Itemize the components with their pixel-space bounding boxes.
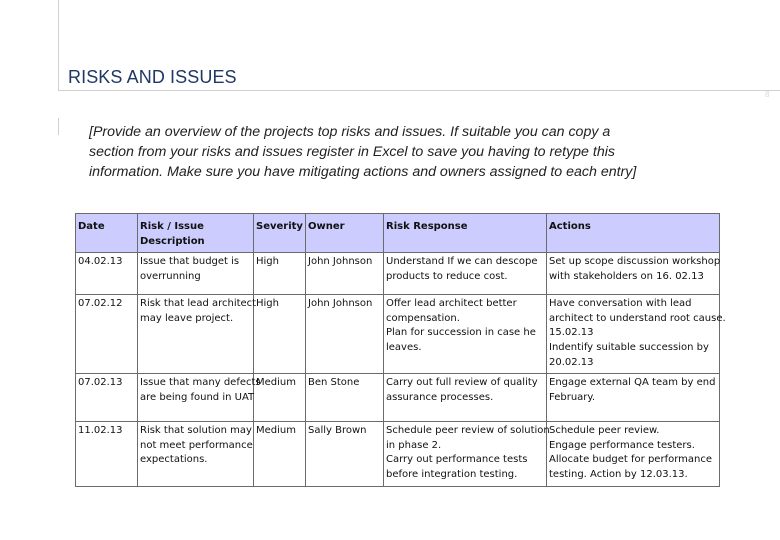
description-cell-line: Risk that solution may — [140, 425, 252, 437]
risk-response-cell-line: before integration testing. — [386, 468, 518, 480]
header-actions: Actions — [547, 214, 720, 253]
risk-response-cell-line: Carry out performance tests — [386, 454, 528, 466]
risk-response-cell — [384, 374, 547, 422]
table-row — [76, 253, 720, 295]
risk-issue-table — [75, 213, 726, 487]
severity-cell: Medium — [254, 422, 306, 486]
page-number: 8 — [765, 90, 770, 99]
owner-cell: Ben Stone — [306, 374, 384, 422]
slide-left-rule-lower — [58, 118, 59, 135]
risk-response-cell-line: compensation. — [386, 312, 460, 324]
actions-cell-line: Engage external QA team by end — [549, 377, 716, 389]
risk-response-cell — [384, 253, 547, 295]
description-cell-line: Risk that lead architect — [140, 298, 257, 310]
actions-cell-line: Have conversation with lead — [549, 298, 692, 310]
owner-cell: Sally Brown — [306, 422, 384, 486]
page-title: RISKS AND ISSUES — [68, 67, 237, 87]
actions-cell-line: Set up scope discussion workshop — [549, 256, 721, 268]
severity-cell: Medium — [254, 374, 306, 422]
risk-response-cell-line: products to reduce cost. — [386, 270, 508, 282]
description-cell-line: Issue that budget is — [140, 256, 240, 268]
table-row — [76, 295, 720, 374]
description-cell — [138, 374, 261, 422]
description-cell-line: not meet performance — [140, 439, 253, 451]
actions-cell-line: 20.02.13 — [549, 356, 594, 368]
risk-response-cell-line: Understand If we can descope — [386, 256, 538, 268]
actions-cell-line: architect to understand root cause. — [549, 312, 726, 324]
risk-response-cell — [384, 422, 550, 486]
description-cell-line: overrunning — [140, 270, 201, 282]
description-cell-line: expectations. — [140, 454, 208, 466]
risk-response-cell — [384, 295, 547, 374]
actions-cell — [547, 253, 720, 295]
risk-response-cell-line: Schedule peer review of solution — [386, 425, 550, 437]
actions-cell — [547, 374, 720, 422]
actions-cell — [547, 422, 720, 486]
risk-response-cell-line: leaves. — [386, 341, 422, 353]
owner-cell: John Johnson — [306, 295, 384, 374]
slide-title-rule — [58, 90, 780, 91]
actions-cell-line: Engage performance testers. — [549, 439, 695, 451]
header-severity: Severity — [254, 214, 306, 253]
date-cell: 04.02.13 — [76, 253, 138, 295]
header-description: Risk / Issue Description — [138, 214, 254, 253]
severity-cell: High — [254, 253, 306, 295]
description-cell-line: may leave project. — [140, 312, 234, 324]
actions-cell-line: Schedule peer review. — [549, 425, 660, 437]
risk-response-cell-line: Offer lead architect better — [386, 298, 517, 310]
header-owner: Owner — [306, 214, 384, 253]
intro-text: [Provide an overview of the projects top risks and issues. If suitable you can copy a section from your risks and issues register in Excel to save you having to retype this information. Make sure you have mitigating actions and owners assigned to each entry] — [89, 124, 637, 180]
table-row — [76, 374, 720, 422]
actions-cell-line: Indentify suitable succession by — [549, 341, 709, 353]
header-risk-response: Risk Response — [384, 214, 547, 253]
actions-cell — [547, 295, 726, 374]
actions-cell-line: February. — [549, 391, 596, 403]
actions-cell-line: 15.02.13 — [549, 327, 594, 339]
description-cell — [138, 253, 254, 295]
description-cell-line: are being found in UAT — [140, 391, 255, 403]
description-cell — [138, 422, 254, 486]
risk-response-cell-line: assurance processes. — [386, 391, 494, 403]
table-row — [76, 422, 720, 486]
description-cell-line: Issue that many defects — [140, 377, 261, 389]
owner-cell: John Johnson — [306, 253, 384, 295]
actions-cell-line: Allocate budget for performance — [549, 454, 712, 466]
description-cell — [138, 295, 257, 374]
risk-response-cell-line: Carry out full review of quality — [386, 377, 538, 389]
date-cell: 07.02.12 — [76, 295, 138, 374]
actions-cell-line: with stakeholders on 16. 02.13 — [549, 270, 704, 282]
date-cell: 11.02.13 — [76, 422, 138, 486]
actions-cell-line: testing. Action by 12.03.13. — [549, 468, 688, 480]
risk-response-cell-line: in phase 2. — [386, 439, 442, 451]
severity-cell: High — [254, 295, 306, 374]
header-date: Date — [76, 214, 138, 253]
table-header-row — [76, 214, 720, 253]
risk-response-cell-line: Plan for succession in case he — [386, 327, 536, 339]
slide-left-rule — [58, 0, 59, 90]
date-cell: 07.02.13 — [76, 374, 138, 422]
